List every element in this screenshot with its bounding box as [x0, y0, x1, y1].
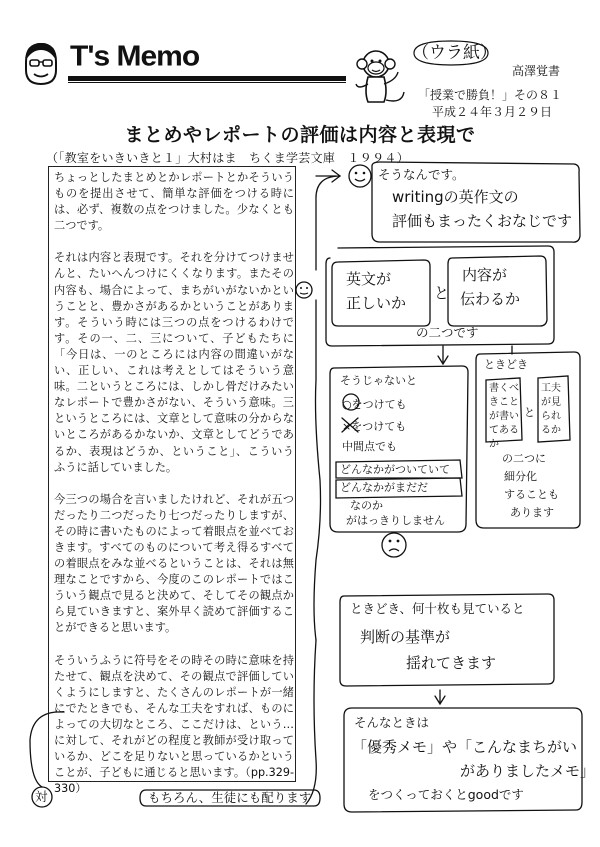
sometimes-criterion-b: 工夫が見られるか [541, 383, 561, 436]
arrow-down-icon [438, 356, 448, 364]
content-box-line-1: 内容が [462, 266, 508, 284]
memo-line-3: がありましたメモ」 [460, 762, 596, 780]
series-number: 「授業で勝負！」その８１ [418, 88, 563, 102]
otherwise-line-2: ×をつけても [342, 420, 407, 433]
article-paragraph: それは内容と表現です。それを分けてつけませんと、たいへんつけにくくなります。またその内容も、場合によって、まちがいがないかということと、豊かさがあるかということがあります。そういう時には三つの点をつけるわけです。その一、二、三について、子どもたちに「今日は、一のところには内容の間違いがない、正しい、これは考えとしてはそういう意味。二というところには、しかし骨だけみたいなレポートで豊かさがない、そういう意味。三というところには、文章として意味の分からないところがあるかないか、文章としてどうであるか、表現はどうか、ということ」、こういうふうに話していました。 [54, 251, 294, 474]
sometimes-note-2: 細分化 [504, 470, 537, 483]
memo-line-2: 「優秀メモ」や「こんなまちがい [352, 738, 578, 756]
content-box-line-2: 伝わるか [460, 290, 521, 308]
student-share-note: もちろん、生徒にも配ります [148, 790, 312, 805]
criteria-line-2: 判断の基準が [360, 628, 451, 646]
criteria-line-1: ときどき、何十枚も見ていると [350, 601, 525, 616]
header-rule [68, 76, 346, 81]
sometimes-heading: ときどき [484, 358, 528, 371]
page-title: まとめやレポートの評価は内容と表現で [124, 124, 476, 146]
two-points-label: の二つです [416, 325, 479, 340]
english-box-line-2: 正しいか [346, 294, 407, 312]
article-paragraph: そういうふうに符号をその時その時に意味を持たせて、観点を決めて、その観点で評価していくようにしますと、たくさんのレポートが一緒にでたときでも、そんな工夫をすれば、ものによっての大切なところ、ここだけは、という…に対して、それがどの程度と教師が受け取っているか、どこを足りないと思っているかということが、子どもに通じると思います。（pp.329-330） [54, 653, 294, 796]
otherwise-line-1: ○をつけても [342, 398, 407, 411]
and-connector: と [434, 284, 450, 302]
note-writing: writingの英作文の [392, 188, 519, 206]
sometimes-note-4: あります [510, 506, 554, 519]
note-agree: そうなんです。 [378, 167, 465, 182]
taisho-mark: 対 [35, 789, 48, 804]
author-label: 高澤覚書 [512, 64, 561, 78]
issue-date: 平成２４年３月２９日 [432, 105, 553, 119]
english-box-line-1: 英文が [346, 270, 392, 288]
memo-brand-title: T's Memo [70, 40, 200, 73]
article-paragraph: ちょっとしたまとめとかレポートとかそういうものを提出させて、簡単な評価をつける時には、必ず、複数の点をつけました。少なくとも二つです。 [54, 171, 294, 233]
otherwise-heading: そうじゃないと [340, 374, 417, 387]
sometimes-criterion-a: 書くべきことが書いてあるか [489, 383, 519, 450]
monkey-mascot-icon [346, 44, 410, 108]
otherwise-line-7: がはっきりしません [346, 514, 445, 527]
memo-subtitle: （ウラ紙） [412, 43, 497, 63]
memo-line-4: をつくっておくとgoodです [368, 787, 524, 802]
criteria-line-3: 揺れてきます [406, 654, 497, 672]
otherwise-line-4: どんなかがついていて [340, 463, 450, 476]
otherwise-line-3: 中間点でも [342, 440, 397, 453]
author-face-logo [20, 40, 62, 88]
arrow-head-icon [332, 170, 340, 182]
header-rule-thin [68, 82, 346, 83]
source-citation: （「教室をいきいきと１」大村はま ちくま学芸文庫 １９９４） [46, 151, 410, 165]
otherwise-line-6: なのか [350, 499, 383, 512]
quoted-article-box [48, 166, 296, 796]
otherwise-line-5: どんなかがまだだ [340, 481, 428, 494]
sometimes-note-1: の二つに [502, 452, 546, 465]
memo-line-1: そんなときは [354, 715, 430, 730]
note-same-evaluation: 評価もまったくおなじです [392, 212, 573, 230]
sometimes-note-3: することも [504, 488, 559, 501]
arrow-down-icon [435, 690, 445, 704]
bracket-line [316, 176, 340, 270]
bracket-line [314, 300, 321, 640]
article-paragraph: 今三つの場合を言いましたけれど、それが五つだったり二つだったり七つだったりしますが、その時に書いたものによって着眼点を並べておきます。すべてのものについて考え得るすべての着眼点をみな並べるということは、それは無理なことですから、今度のこのレポートではこういう観点で見ると決めて、そしてその観点から見ていきますと、案外早く読めて評価することができると思います。 [54, 492, 294, 635]
sometimes-and: と [524, 406, 535, 419]
